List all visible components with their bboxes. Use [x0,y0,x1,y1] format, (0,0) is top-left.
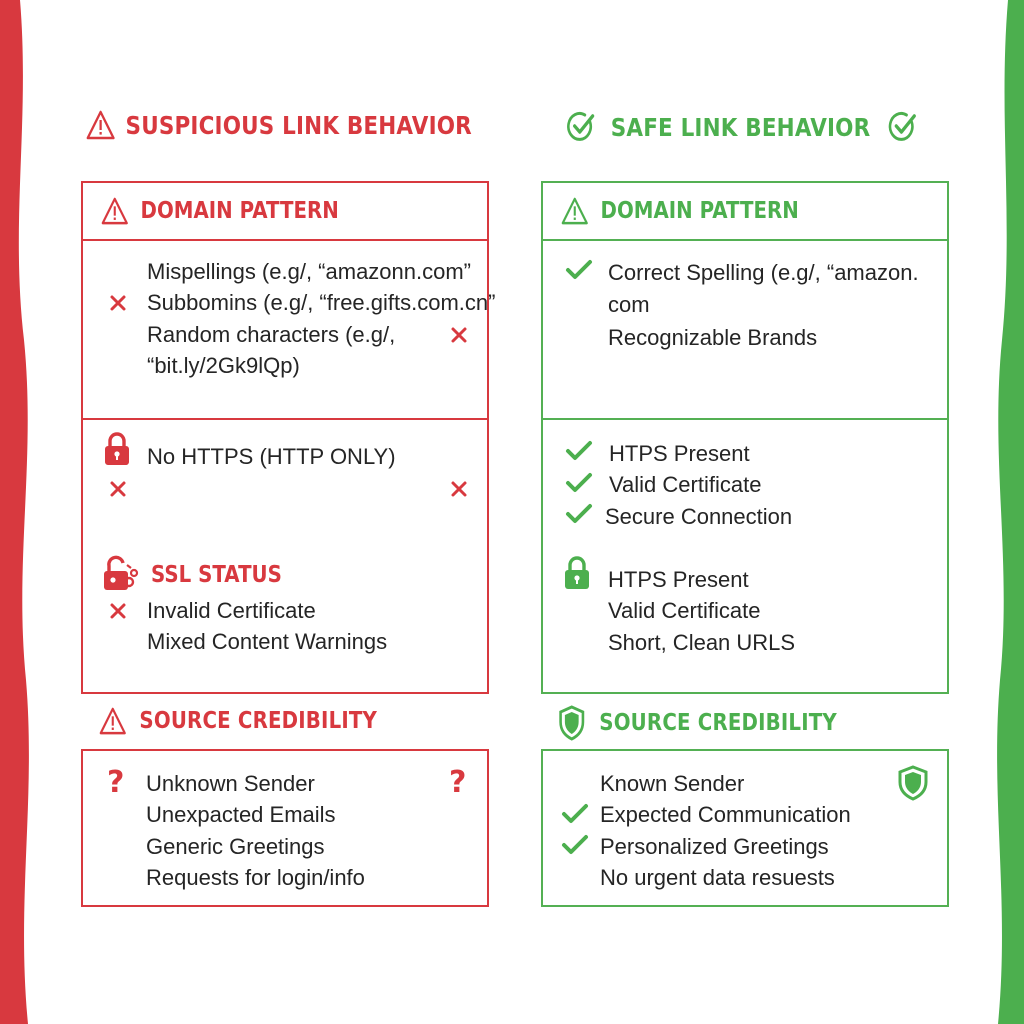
list-item: Short, Clean URLS [608,630,796,655]
check-circle-icon [888,110,917,144]
cross-icon [450,326,468,344]
safe-domain-panel [541,181,949,694]
panel-divider [543,239,947,241]
list-item: Mispellings (e.g/, “amazonn.com” [147,259,472,284]
warning-triangle-icon [86,110,115,140]
cross-icon [109,602,127,620]
list-item: Known Sender [600,771,745,796]
lock-icon [102,431,132,467]
panel-divider [83,418,487,420]
panel-title-label: DOMAIN PATTERN [600,198,799,224]
panel-divider [543,418,947,420]
list-item: Unexpacted Emails [146,802,336,827]
list-item: Expected Communication [600,802,851,827]
panel-divider [83,239,487,241]
ssl-status-title [151,562,282,588]
list-item: Mixed Content Warnings [147,629,388,654]
list-item: Generic Greetings [146,834,325,859]
list-item: HTPS Present [608,567,749,592]
question-mark-icon: ? [107,765,125,800]
list-item: No urgent data resuests [600,865,835,890]
list-item: Valid Certificate [609,472,762,497]
check-icon [565,440,593,462]
right-green-wavy-border [984,0,1024,1024]
safe-credibility-panel [541,749,949,907]
suspicious-heading [86,110,472,140]
safe-heading [566,110,917,144]
credibility-heading-label: SOURCE CREDIBILITY [599,710,837,736]
list-item: Random characters (e.g/, [147,322,396,347]
shield-check-icon [897,765,929,801]
suspicious-domain-panel [81,181,496,694]
safe-credibility-heading [558,705,837,741]
credibility-heading-label: SOURCE CREDIBILITY [139,708,378,734]
warning-triangle-icon [101,197,129,225]
list-item: Secure Connection [605,504,793,529]
list-item: Valid Certificate [608,598,761,623]
cross-icon [109,294,127,312]
shield-check-icon [558,705,586,741]
safe-domain-panel-title [561,197,799,225]
list-item: com [608,292,650,317]
check-icon [561,834,589,856]
check-icon [561,803,589,825]
suspicious-credibility-heading [99,707,377,735]
list-item: Personalized Greetings [600,834,829,859]
warning-triangle-icon [561,197,589,225]
list-item: Correct Spelling (e.g/, “amazon. [608,260,919,285]
safe-heading-label: SAFE LINK BEHAVIOR [610,112,871,142]
list-item: HTPS Present [609,441,750,466]
broken-lock-icon [101,555,141,593]
warning-triangle-icon [99,707,127,735]
https-status-text: No HTTPS (HTTP ONLY) [147,444,396,469]
suspicious-domain-panel-title [101,197,339,225]
check-circle-icon [566,110,595,144]
list-item: Invalid Certificate [147,598,316,623]
list-item: “bit.ly/2Gk9lQp) [147,353,300,378]
check-icon [565,503,593,525]
suspicious-heading-label: SUSPICIOUS LINK BEHAVIOR [125,110,472,140]
check-icon [565,472,593,494]
cross-icon [109,480,127,498]
left-red-wavy-border [0,0,40,1024]
ssl-status-title-label: SSL STATUS [151,562,282,588]
list-item: Recognizable Brands [608,325,818,350]
cross-icon [450,480,468,498]
list-item: Subbomins (e.g/, “free.gifts.com.cn” [147,290,496,315]
suspicious-credibility-panel [81,749,489,907]
list-item: Unknown Sender [146,771,315,796]
list-item: Requests for login/info [146,865,365,890]
panel-title-label: DOMAIN PATTERN [140,198,339,224]
check-icon [565,259,593,281]
lock-icon [562,555,592,591]
question-mark-icon: ? [449,765,467,800]
